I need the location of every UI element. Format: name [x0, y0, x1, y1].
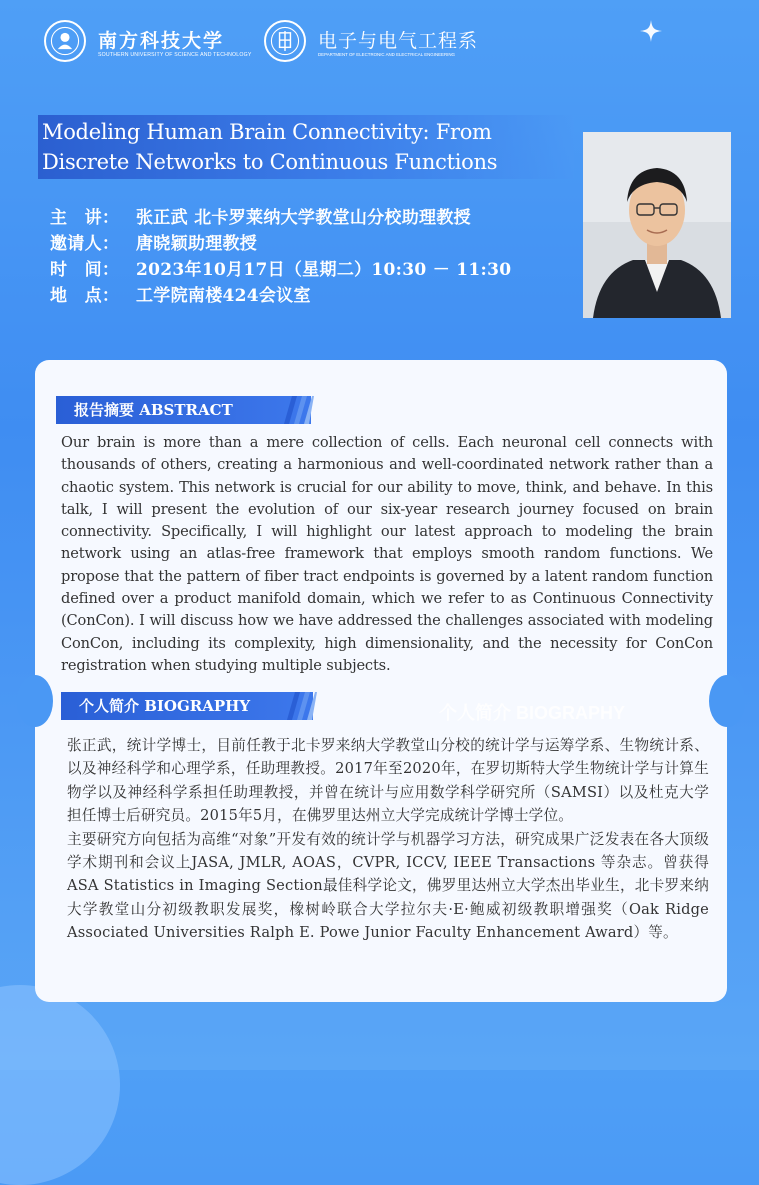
- abstract-heading-label: 报告摘要 ABSTRACT: [74, 401, 233, 419]
- department-logo-icon: [264, 20, 306, 62]
- talk-info: [50, 205, 511, 309]
- university-name-en: SOUTHERN UNIVERSITY OF SCIENCE AND TECHNOLOGY: [98, 52, 252, 58]
- info-label: 时 间：: [50, 260, 120, 280]
- info-value: 2023年10月17日（星期二）10:30 － 11:30: [136, 260, 512, 280]
- sparkle-icon: [640, 20, 662, 42]
- info-value: 工学院南楼424会议室: [136, 286, 311, 306]
- info-value: 唐晓颖助理教授: [136, 234, 258, 254]
- info-label: 邀请人：: [50, 234, 120, 254]
- university-name: 南方科技大学: [98, 30, 225, 52]
- abstract-heading: [56, 396, 311, 424]
- info-row-location: [50, 283, 511, 309]
- header: [44, 20, 484, 64]
- stripes-decoration-icon: [287, 692, 317, 720]
- department-name-en: DEPARTMENT OF ELECTRONIC AND ELECTRICAL ENGINEERING: [318, 52, 455, 57]
- info-value: 张正武 北卡罗莱纳大学教堂山分校助理教授: [136, 208, 471, 228]
- stripes-decoration-icon: [284, 396, 314, 424]
- talk-title-banner: [38, 115, 574, 179]
- info-row-time: [50, 257, 511, 283]
- department-name: 电子与电气工程系: [318, 31, 479, 52]
- info-row-speaker: [50, 205, 511, 231]
- card-notch-left: [17, 675, 53, 727]
- biography-watermark: 个人简介 BIOGRAPHY: [439, 703, 626, 723]
- info-row-host: [50, 231, 511, 257]
- speaker-portrait: [583, 132, 731, 318]
- biography-paragraph: 张正武，统计学博士，目前任教于北卡罗来纳大学教堂山分校的统计学与运筹学系、生物统计系、以及神经科学和心理学系，任助理教授。2017年至2020年，在罗切斯特大学生物统计学与计算生物学以及神经科学系担任助理教授，并曾在统计与应用数学科学研究所（SAMSI）以及杜克大学担任博士后研究员。2015年5月，在佛罗里达州立大学完成统计学博士学位。: [67, 737, 709, 825]
- biography-paragraph: 主要研究方向包括为高维“对象”开发有效的统计学与机器学习方法，研究成果广泛发表在各大顶级学术期刊和会议上JASA, JMLR, AOAS，CVPR, ICCV, IEEE Transactions 等杂志。曾获得ASA Statistics in Imaging Section最佳科学论文，佛罗里达州立大学杰出毕业生，北卡罗来纳大学教堂山分初级教职发展奖，橡树岭联合大学拉尔夫·E·鲍威初级教职增强奖（Oak Ridge Associated Universities Ralph E. Powe Junior Faculty Enhancement Award）等。: [67, 830, 709, 942]
- talk-title: Modeling Human Brain Connectivity: From Discrete Networks to Continuous Functions: [42, 120, 498, 174]
- info-label: 地 点：: [50, 286, 120, 306]
- abstract-text: Our brain is more than a mere collection of cells. Each neuronal cell connects with thousands of others, creating a harmonious and well-coordinated network rather than a chaotic system. This network is crucial for our ability to move, think, and behave. In this talk, I will present the evolution of our six-year research journey focused on brain connectivity. Specifically, I will highlight our latest approach to modeling the brain network using an atlas-free framework that employs smooth random functions. We propose that the pattern of fiber tract endpoints is governed by a latent random function defined over a product manifold domain, which we refer to as Continuous Connectivity (ConCon). I will discuss how we have addressed the challenges associated with modeling ConCon, including its complexity, high dimensionality, and the necessity for ConCon registration when studying multiple subjects.: [61, 434, 713, 674]
- biography-heading-label: 个人简介 BIOGRAPHY: [79, 697, 251, 715]
- info-label: 主 讲：: [50, 208, 120, 228]
- university-logo-icon: [44, 20, 86, 62]
- biography-text: [67, 734, 709, 945]
- content-card: [35, 360, 727, 1002]
- background-circle-decoration: [0, 985, 120, 1185]
- card-notch-right: [709, 675, 745, 727]
- biography-heading: [61, 692, 313, 720]
